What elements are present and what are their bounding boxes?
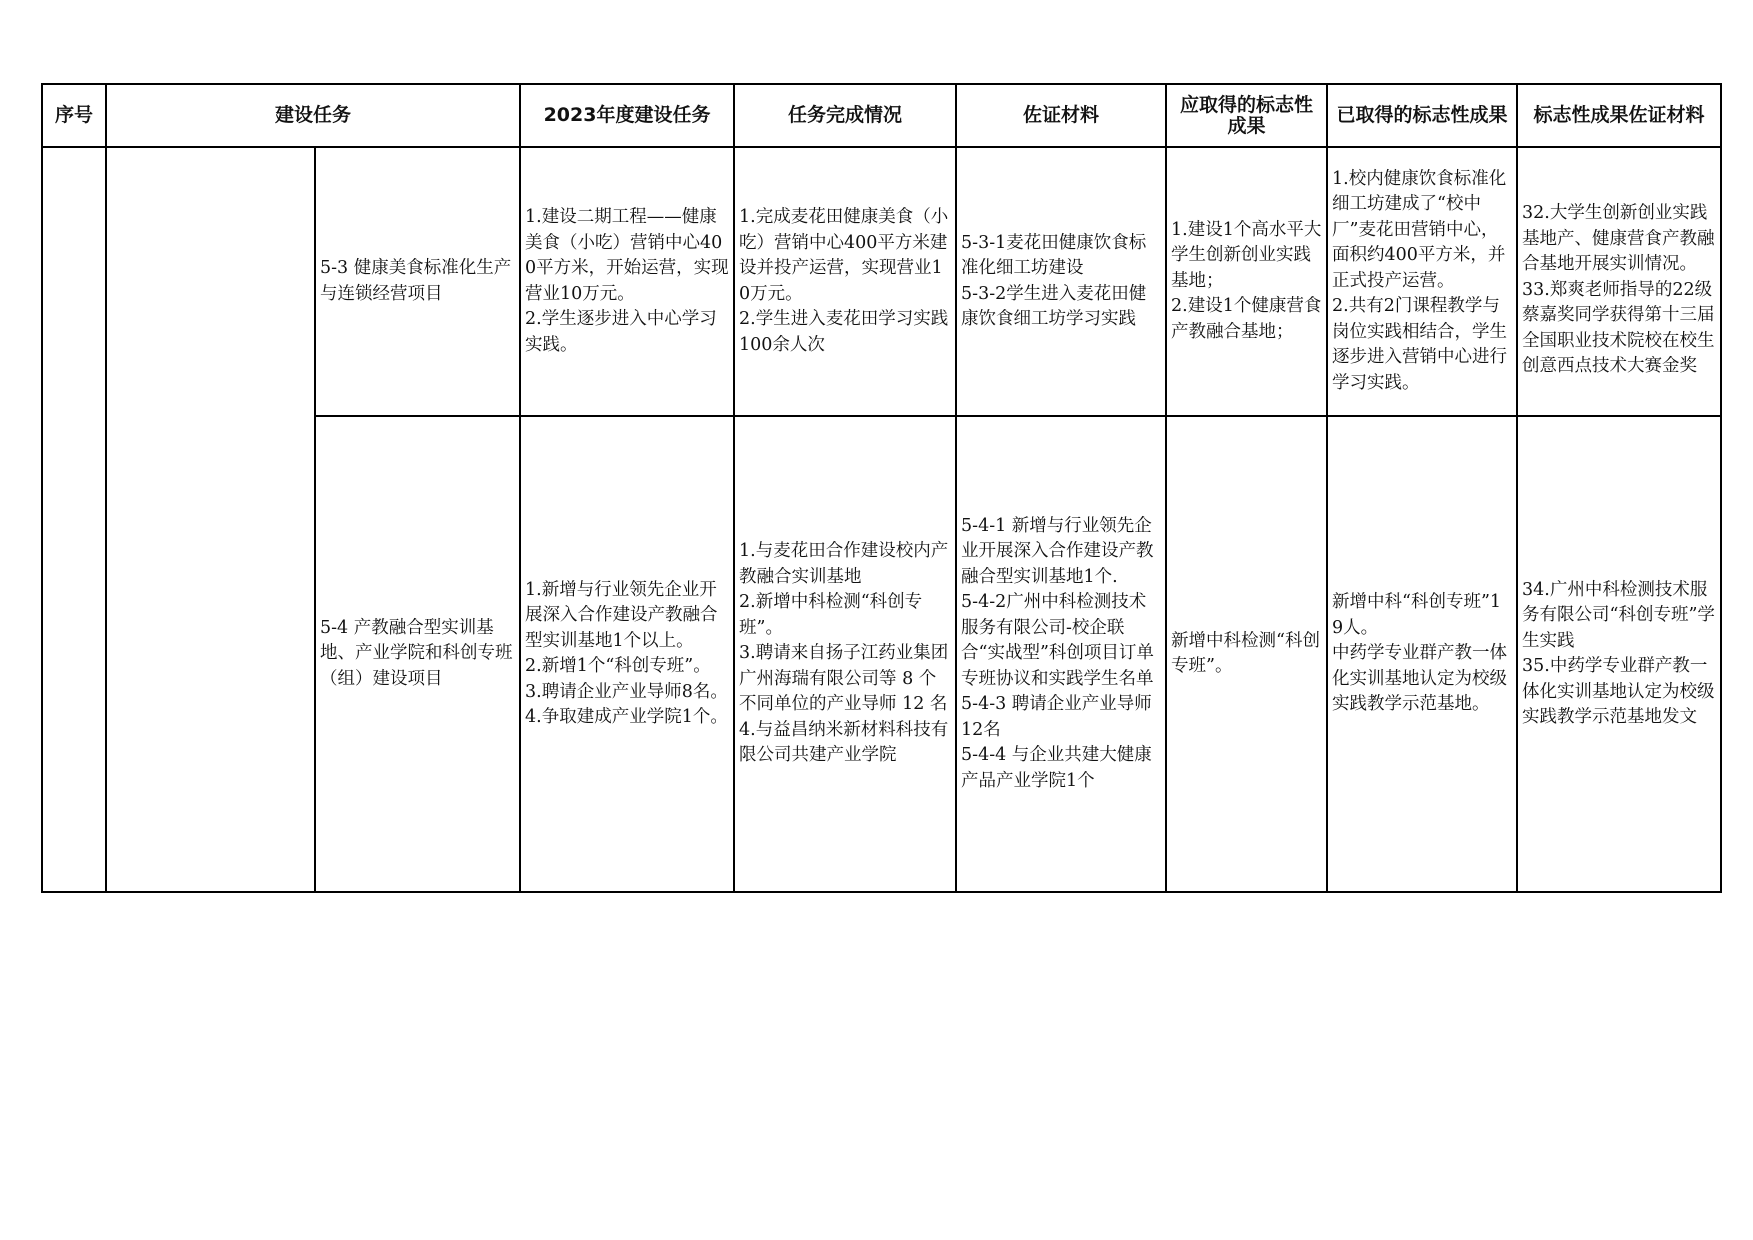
project-cell: 5-3 健康美食标准化生产与连锁经营项目 <box>315 147 520 416</box>
completion-cell: 1.与麦花田合作建设校内产教融合实训基地 2.新增中科检测“科创专班”。 3.聘请来自扬子江药业集团广州海瑞有限公司等 8 个不同单位的产业导师 12 名 4.与益昌纳米新材料科技有限公司共建产业学院 <box>734 416 956 892</box>
header-task-2023: 2023年度建设任务 <box>520 84 734 147</box>
achievement-evidence-cell: 34.广州中科检测技术服务有限公司“科创专班”学生实践 35.中药学专业群产教一体化实训基地认定为校级实践教学示范基地发文 <box>1517 416 1721 892</box>
seq-cell <box>42 147 106 892</box>
expected-achievement-cell: 1.建设1个高水平大学生创新创业实践基地； 2.建设1个健康营食产教融合基地； <box>1166 147 1327 416</box>
evidence-cell: 5-4-1 新增与行业领先企业开展深入合作建设产教融合型实训基地1个. 5-4-2广州中科检测技术服务有限公司-校企联合“实战型”科创项目订单专班协议和实践学生名单 5-4-3 聘请企业产业导师12名 5-4-4 与企业共建大健康产品产业学院1个 <box>956 416 1166 892</box>
header-evidence: 佐证材料 <box>956 84 1166 147</box>
header-achievement-evidence: 标志性成果佐证材料 <box>1517 84 1721 147</box>
table-header-row <box>42 84 1721 147</box>
header-achieved-achievement: 已取得的标志性成果 <box>1327 84 1517 147</box>
task-category-cell <box>106 147 315 892</box>
achieved-achievement-cell: 1.校内健康饮食标准化细工坊建成了“校中厂”麦花田营销中心，面积约400平方米，并正式投产运营。 2.共有2门课程教学与岗位实践相结合，学生逐步进入营销中心进行学习实践。 <box>1327 147 1517 416</box>
task-2023-cell: 1.建设二期工程——健康美食（小吃）营销中心400平方米，开始运营，实现营业10万元。 2.学生逐步进入中心学习实践。 <box>520 147 734 416</box>
header-expected-achievement: 应取得的标志性成果 <box>1166 84 1327 147</box>
project-cell: 5-4 产教融合型实训基地、产业学院和科创专班（组）建设项目 <box>315 416 520 892</box>
header-task: 建设任务 <box>106 84 520 147</box>
achievement-evidence-cell: 32.大学生创新创业实践基地产、健康营食产教融合基地开展实训情况。 33.郑爽老师指导的22级蔡嘉奖同学获得第十三届全国职业技术院校在校生创意西点技术大赛金奖 <box>1517 147 1721 416</box>
completion-cell: 1.完成麦花田健康美食（小吃）营销中心400平方米建设并投产运营，实现营业10万元。 2.学生进入麦花田学习实践100余人次 <box>734 147 956 416</box>
header-seq: 序号 <box>42 84 106 147</box>
expected-achievement-cell: 新增中科检测“科创专班”。 <box>1166 416 1327 892</box>
construction-task-table <box>41 83 1722 893</box>
evidence-cell: 5-3-1麦花田健康饮食标准化细工坊建设 5-3-2学生进入麦花田健康饮食细工坊学习实践 <box>956 147 1166 416</box>
achieved-achievement-cell: 新增中科“科创专班”19人。 中药学专业群产教一体化实训基地认定为校级实践教学示范基地。 <box>1327 416 1517 892</box>
table-row <box>42 147 1721 416</box>
task-2023-cell: 1.新增与行业领先企业开展深入合作建设产教融合型实训基地1个以上。 2.新增1个“科创专班”。 3.聘请企业产业导师8名。 4.争取建成产业学院1个。 <box>520 416 734 892</box>
header-completion: 任务完成情况 <box>734 84 956 147</box>
